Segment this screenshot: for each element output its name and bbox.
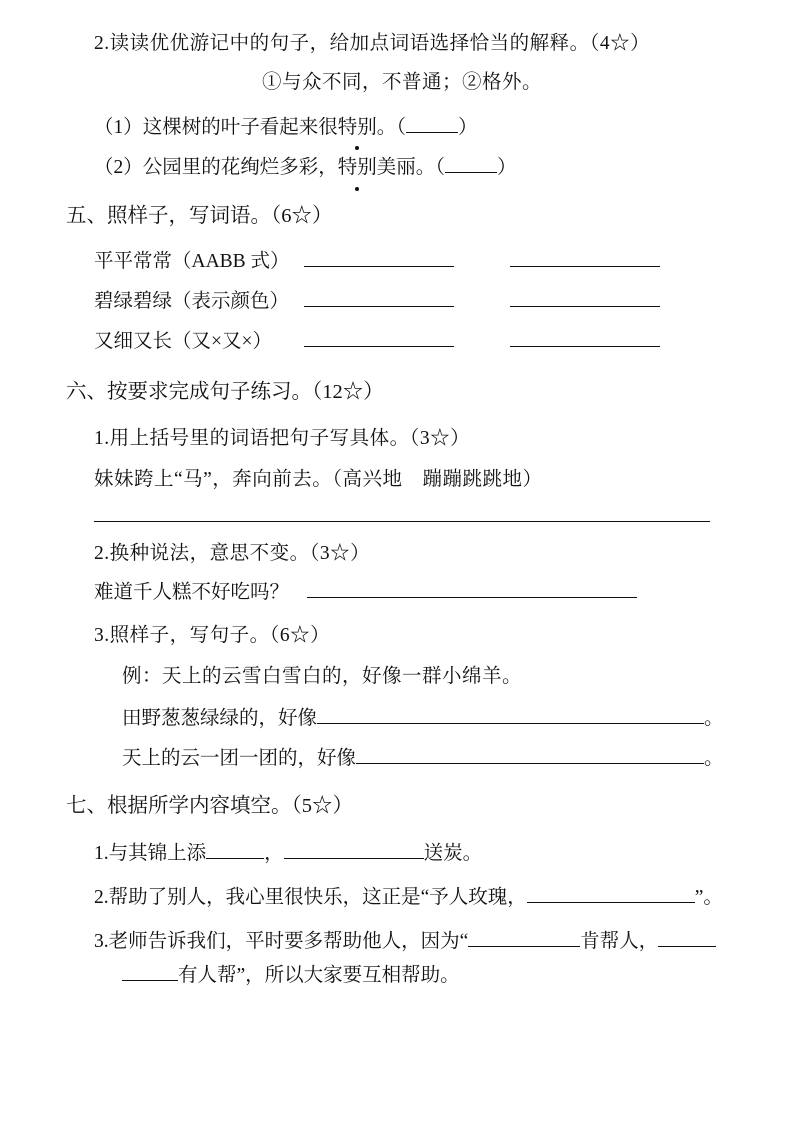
- q3-line-2-prefix: 天上的云一团一团的，好像: [122, 748, 357, 770]
- item-2-tail: ）: [497, 157, 517, 179]
- item-2-blank-1[interactable]: [527, 884, 695, 904]
- item-2-prefix: （2）公园里的花绚烂多彩，: [94, 157, 338, 179]
- section-5-row-1: [66, 242, 738, 282]
- section-6-q1-answer-rule[interactable]: [94, 521, 710, 522]
- section-6-q2-stem: 2.换种说法，意思不变。（3☆）: [94, 543, 371, 565]
- item-1-part-1: 1.与其锦上添: [94, 843, 207, 865]
- section-6-q2-answer-rule[interactable]: [307, 578, 637, 598]
- question-2-item-1: [66, 110, 738, 145]
- row-2-blank-1[interactable]: [304, 306, 454, 307]
- q3-line-2-answer-rule[interactable]: [356, 745, 704, 765]
- item-1-blank-2[interactable]: [284, 840, 424, 860]
- section-6-q2-row: [66, 576, 738, 610]
- section-7-item-3-line-1: [66, 925, 738, 959]
- row-1-blank-1[interactable]: [304, 266, 454, 267]
- item-3-part-1: 3.老师告诉我们，平时要多帮助他人，因为“: [94, 931, 469, 953]
- q3-line-2-suffix: 。: [704, 748, 724, 770]
- section-7-item-1: [66, 837, 738, 871]
- q3-line-1-prefix: 田野葱葱绿绿的，好像: [122, 708, 318, 730]
- section-6-q2-sentence: 难道千人糕不好吃吗？: [94, 581, 290, 603]
- item-1-blank-1[interactable]: [206, 840, 264, 860]
- item-1-part-3: 送炭。: [423, 843, 483, 865]
- row-2-blank-2[interactable]: [510, 306, 660, 307]
- section-5-row-3: [66, 322, 738, 362]
- item-1-tail: ）: [458, 116, 478, 138]
- item-2-answer-blank[interactable]: [445, 151, 497, 173]
- worksheet-content: [66, 28, 738, 994]
- row-2-label: 碧绿碧绿（表示颜色）: [94, 291, 290, 313]
- section-5-heading: 五、照样子，写词语。（6☆）: [66, 204, 333, 227]
- section-6-q1-sentence: 妹妹跨上“马”，奔向前去。（高兴地 蹦蹦跳跳地）: [94, 469, 543, 491]
- item-2-part-1: 2.帮助了别人，我心里很快乐，这正是“予人玫瑰，: [94, 887, 527, 909]
- section-7-heading: 七、根据所学内容填空。（5☆）: [66, 795, 353, 818]
- question-2-options: ①与众不同，不普通；②格外。: [261, 72, 542, 94]
- section-5-row-2: [66, 282, 738, 322]
- item-3-blank-3[interactable]: [122, 962, 178, 982]
- q3-line-1-answer-rule[interactable]: [317, 705, 704, 725]
- item-2-part-2: ”。: [694, 887, 723, 909]
- row-3-label: 又细又长（又×又×）: [94, 331, 272, 353]
- section-6-q3-line-2: [66, 742, 738, 776]
- question-2-stem: 2.读读优优游记中的句子，给加点词语选择恰当的解释。（4☆）: [94, 33, 651, 54]
- section-7-item-2: [66, 881, 738, 915]
- section-6-heading: 六、按要求完成句子练习。（12☆）: [66, 381, 384, 404]
- item-1-answer-blank[interactable]: [406, 110, 458, 132]
- item-1-dotted-word: 特别: [338, 111, 377, 145]
- item-1-part-2: ，: [264, 843, 284, 865]
- section-6-q3-example: 例：天上的云雪白雪白的，好像一群小绵羊。: [122, 665, 523, 687]
- row-1-blank-2[interactable]: [510, 266, 660, 267]
- row-3-blank-2[interactable]: [510, 346, 660, 347]
- row-3-blank-1[interactable]: [304, 346, 454, 347]
- item-3-blank-2[interactable]: [658, 928, 716, 948]
- item-3-part-2: 肯帮人，: [580, 931, 659, 953]
- item-1-prefix: （1）这棵树的叶子看起来很: [94, 116, 338, 138]
- item-3-blank-1[interactable]: [468, 928, 580, 948]
- item-3-part-3: 有人帮”，所以大家要互相帮助。: [178, 965, 460, 987]
- section-7-item-3-line-2: [66, 959, 738, 993]
- question-2-item-2: [66, 151, 738, 186]
- item-1-suffix: 。（: [376, 116, 407, 138]
- section-6-q1-stem: 1.用上括号里的词语把句子写具体。（3☆）: [94, 428, 471, 449]
- item-2-dotted-word: 特别: [338, 151, 377, 185]
- q3-line-1-suffix: 。: [704, 708, 724, 730]
- section-6-q3-line-1: [66, 702, 738, 736]
- section-6-q3-stem: 3.照样子，写句子。（6☆）: [94, 624, 331, 646]
- item-2-suffix: 美丽。（: [376, 157, 446, 179]
- row-1-label: 平平常常（AABB 式）: [94, 251, 290, 273]
